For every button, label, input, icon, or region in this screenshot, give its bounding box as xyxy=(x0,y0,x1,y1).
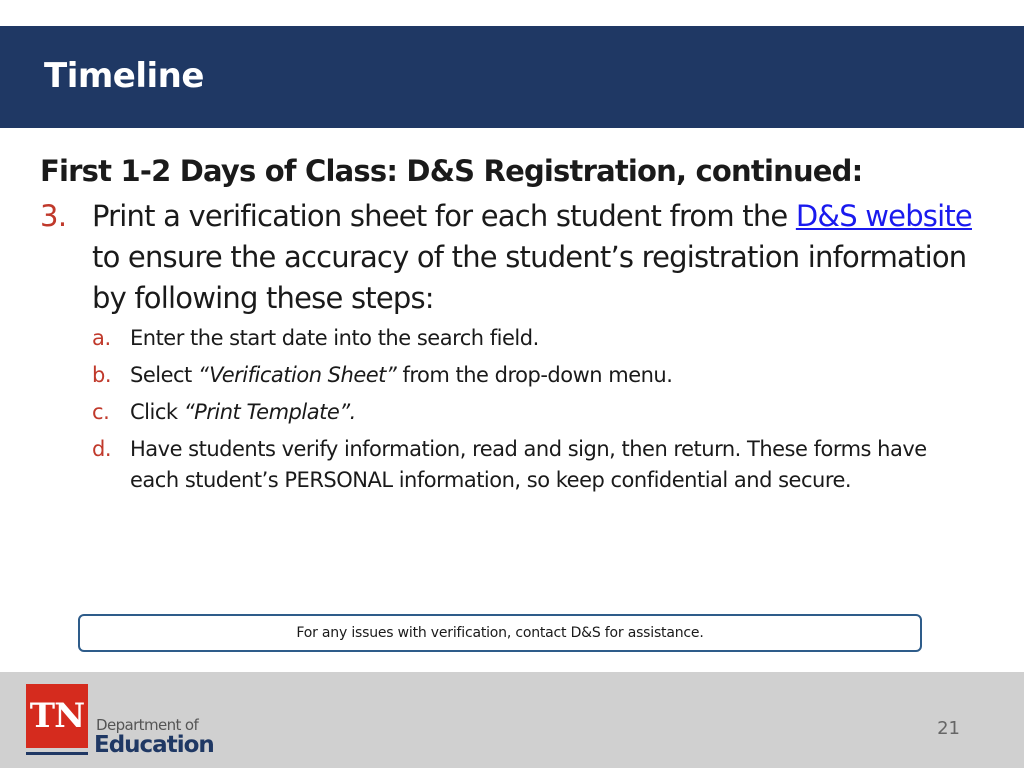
ds-website-link[interactable]: D&S website xyxy=(795,199,972,233)
slide-content xyxy=(40,150,990,502)
substep-d xyxy=(92,434,990,496)
substep-text xyxy=(130,360,950,391)
substep-italic-term: “Print Template”. xyxy=(183,400,356,424)
section-subheading: First 1-2 Days of Class: D&S Registration, continued: xyxy=(40,154,863,188)
step-text-before: Print a verification sheet for each student from the xyxy=(92,199,796,233)
substep-letter: c. xyxy=(92,400,110,424)
substep-italic-term: “Verification Sheet” xyxy=(197,363,397,387)
substep-b xyxy=(92,360,990,391)
tn-logo-mark xyxy=(26,684,88,748)
page-number: 21 xyxy=(937,718,960,739)
substep-a xyxy=(92,323,990,354)
step-3 xyxy=(40,196,990,319)
step-number: 3. xyxy=(40,199,67,233)
substep-text xyxy=(130,397,950,428)
step-text-after: to ensure the accuracy of the student’s registration information by following these steps: xyxy=(92,240,967,315)
substep-c xyxy=(92,397,990,428)
substep-letter: d. xyxy=(92,437,112,461)
substep-list xyxy=(92,323,990,496)
substep-text: Enter the start date into the search field. xyxy=(130,326,539,350)
step-text xyxy=(92,196,972,319)
slide-title: Timeline xyxy=(44,56,204,96)
substep-letter: b. xyxy=(92,363,112,387)
substep-text: Have students verify information, read and sign, then return. These forms have each student’s PERSONAL information, so keep confidential and secure. xyxy=(130,437,927,492)
substep-text-before: Select xyxy=(130,363,198,387)
tn-education-logo xyxy=(26,684,216,758)
substep-letter: a. xyxy=(92,326,111,350)
substep-text-before: Click xyxy=(130,400,184,424)
logo-department-text: Department of xyxy=(96,716,199,734)
assistance-note-text: For any issues with verification, contact D&S for assistance. xyxy=(296,625,704,641)
logo-education-text: Education xyxy=(94,732,214,758)
tn-logo-text: TN xyxy=(29,696,85,736)
substep-text-after: from the drop-down menu. xyxy=(396,363,673,387)
assistance-note-box xyxy=(78,614,922,652)
logo-underline xyxy=(26,752,88,755)
